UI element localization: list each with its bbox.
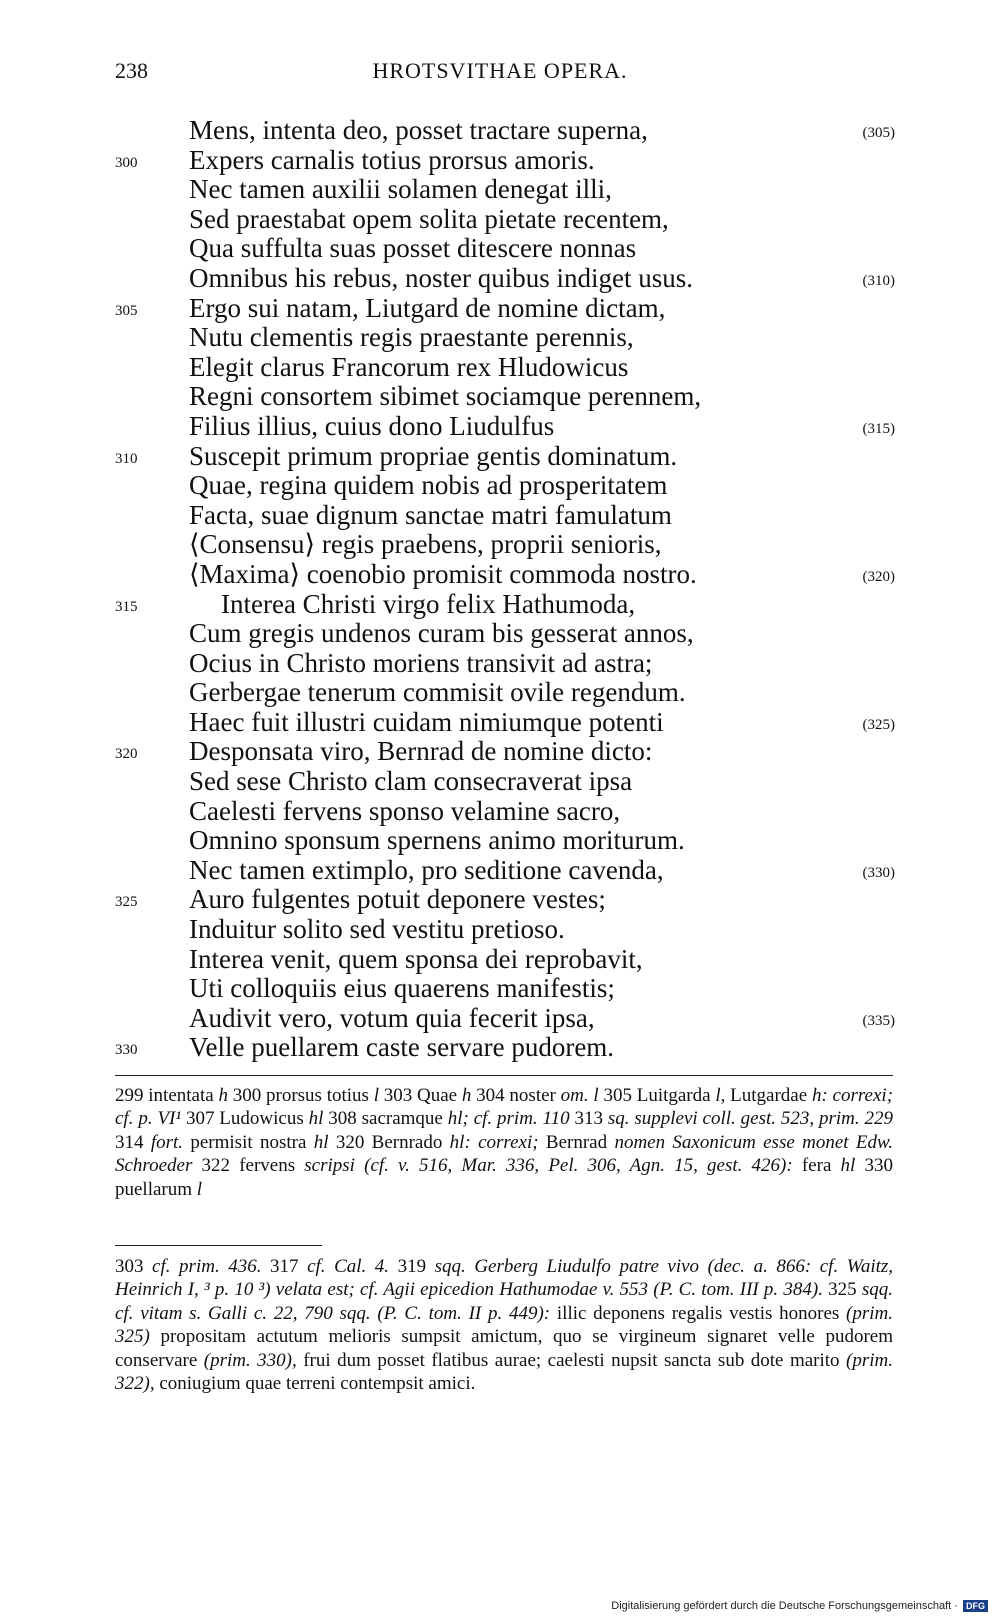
verse-text: Nec tamen auxilii solamen denegat illi, [189, 174, 612, 205]
verse-line [0, 737, 1000, 767]
line-number: 320 [115, 746, 138, 763]
apparatus-siglum: (prim. 325) [115, 1302, 893, 1348]
line-number: 315 [115, 598, 138, 615]
apparatus-siglum: hl [313, 1131, 329, 1153]
parallel-line-number: (305) [862, 125, 895, 141]
parallel-line-number: (310) [862, 272, 895, 289]
verse-text: Audivit vero, votum quia fecerit ipsa, [189, 1002, 595, 1033]
verse-line [0, 856, 1000, 886]
apparatus-text: 317 [261, 1256, 308, 1277]
verse-line [0, 116, 1000, 146]
verse-line [0, 767, 1000, 797]
apparatus-siglum: hl [308, 1108, 324, 1130]
apparatus-siglum: h [461, 1085, 472, 1106]
apparatus-text: 319 [389, 1256, 435, 1277]
apparatus-text: 308 sacramque [323, 1108, 448, 1130]
apparatus-text: 320 Bernrado [328, 1131, 450, 1153]
verse-text: Interea venit, quem sponsa dei reprobavit, [189, 943, 643, 974]
apparatus-siglum: scripsi (cf. v. 516, Mar. 336, Pel. 306, Agn. 15, gest. 426): [304, 1155, 793, 1177]
verse-line [0, 530, 1000, 560]
apparatus-siglum: cf. prim. 436. [152, 1256, 262, 1277]
verse-text: Filius illius, cuius dono Liudulfus [189, 410, 555, 441]
apparatus-text: 303 Quae [378, 1085, 462, 1106]
apparatus-text: 314 [115, 1131, 151, 1153]
apparatus-siglum: fort. [150, 1131, 184, 1153]
verse-line [0, 1033, 1000, 1063]
verse-line [0, 915, 1000, 945]
apparatus-siglum: om. l [560, 1085, 599, 1106]
apparatus-siglum: sqq. cf. vitam s. Galli c. 22, 790 sqq. (P. C. tom. II p. 449): [115, 1279, 894, 1324]
apparatus-text: 325 [822, 1279, 862, 1301]
verse-text: Nutu clementis regis praestante perennis, [189, 322, 634, 353]
apparatus-siglum: (prim. 330), [203, 1349, 297, 1371]
line-number: 305 [115, 302, 138, 319]
apparatus-text: illic deponens regalis vestis honores [550, 1302, 847, 1324]
apparatus-siglum: cf. Cal. 4. [307, 1256, 390, 1277]
apparatus-siglum: (prim. 322), [115, 1349, 893, 1395]
verse-line [0, 797, 1000, 827]
apparatus-text: 322 fervens [192, 1155, 305, 1177]
verse-text: Facta, suae dignum sanctae matri famulatum [189, 499, 672, 530]
apparatus-text: 299 intentata [115, 1085, 219, 1106]
apparatus-siglum: hl: correxi; [449, 1131, 539, 1153]
verse-line [0, 974, 1000, 1004]
verse-text: Quae, regina quidem nobis ad prosperitatem [189, 470, 668, 501]
critical-apparatus [115, 1084, 893, 1201]
apparatus-siglum: sqq. Gerberg Liudulfo patre vivo (dec. a. 866: cf. Waitz, Heinrich I, ³ p. 10 ³) velata est; cf. Agii epicedion Hathumodae v. 553 (P. C. tom. III p. 384). [115, 1256, 894, 1301]
parallel-line-number: (325) [862, 716, 895, 733]
sources-apparatus [115, 1255, 893, 1395]
line-number: 325 [115, 894, 138, 911]
verse-line [0, 234, 1000, 264]
verse-text: Interea Christi virgo felix Hathumoda, [221, 588, 636, 619]
verse-text: Nec tamen extimplo, pro seditione cavenda, [189, 854, 664, 885]
apparatus-siglum: h: correxi; cf. p. VI¹ [115, 1085, 894, 1130]
verse-line [0, 678, 1000, 708]
verse-text: Gerbergae tenerum commisit ovile regendum. [189, 677, 686, 708]
apparatus-siglum: l [373, 1085, 379, 1106]
verse-text: Ocius in Christo moriens transivit ad astra; [189, 647, 653, 678]
verse-line [0, 264, 1000, 294]
verse-text: Velle puellarem caste servare pudorem. [189, 1032, 615, 1063]
credit-text: Digitalisierung gefördert durch die Deutsche Forschungsgemeinschaft · [611, 1599, 958, 1612]
dfg-logo: DFG [963, 1600, 988, 1612]
verse-text: ⟨Maxima⟩ coenobio promisit commoda nostro. [189, 558, 697, 589]
verse-text: Mens, intenta deo, posset tractare superna, [189, 115, 648, 145]
verse-line [0, 175, 1000, 205]
verse-line [0, 945, 1000, 975]
verse-text: Desponsata viro, Bernrad de nomine dicto: [189, 736, 653, 767]
apparatus-text: coniugium quae terreni contempsit amici. [154, 1373, 476, 1395]
verse-line [0, 501, 1000, 531]
apparatus-text: , Lutgardae [720, 1085, 812, 1106]
verse-text: Sed sese Christo clam consecraverat ipsa [189, 766, 633, 797]
apparatus-text: permisit nostra [183, 1131, 314, 1153]
verse-text: Omnibus his rebus, noster quibus indiget usus. [189, 262, 693, 293]
verse-line [0, 146, 1000, 176]
verse-text: Omnino sponsum spernens animo moriturum. [189, 825, 685, 856]
apparatus-text: fera [792, 1155, 841, 1177]
apparatus-siglum: hl; cf. prim. 110 [447, 1108, 570, 1130]
verse-text: Uti colloquiis eius quaerens manifestis; [189, 973, 615, 1004]
verse-line [0, 1004, 1000, 1034]
verse-text: Caelesti fervens sponso velamine sacro, [189, 795, 621, 826]
verse-line [0, 205, 1000, 235]
parallel-line-number: (330) [862, 864, 895, 881]
apparatus-text: 300 prorsus totius [227, 1085, 374, 1106]
apparatus-text: 313 [569, 1108, 608, 1130]
verse-line [0, 471, 1000, 501]
apparatus-text: Bernrad [538, 1131, 615, 1153]
verse-text: Qua suffulta suas posset ditescere nonnas [189, 233, 637, 264]
apparatus-text: 305 Luitgarda [598, 1085, 716, 1106]
verse-line [0, 412, 1000, 442]
verse-line [0, 353, 1000, 383]
parallel-line-number: (335) [862, 1012, 895, 1029]
verse-text: Regni consortem sibimet sociamque perennem, [189, 381, 702, 412]
apparatus-text: 330 puellarum [115, 1155, 893, 1200]
digitization-credit [611, 1600, 988, 1612]
apparatus-text: 307 Ludowicus [181, 1108, 309, 1130]
verse-line [0, 323, 1000, 353]
verse-line [0, 560, 1000, 590]
sources-divider [115, 1245, 322, 1246]
verse-text: Haec fuit illustri cuidam nimiumque potenti [189, 706, 664, 737]
apparatus-divider [115, 1075, 893, 1076]
apparatus-text: 304 noster [471, 1085, 561, 1106]
apparatus-siglum: hl [840, 1155, 856, 1177]
apparatus-text: 303 [115, 1256, 153, 1277]
running-title: HROTSVITHAE OPERA. [372, 58, 628, 83]
parallel-line-number: (315) [862, 420, 895, 437]
verse-line [0, 649, 1000, 679]
verse-line [0, 826, 1000, 856]
apparatus-siglum: l [196, 1178, 203, 1200]
apparatus-siglum: nomen Saxonicum esse monet Edw. Schroeder [115, 1131, 893, 1177]
apparatus-siglum: l [715, 1085, 721, 1106]
line-number: 330 [115, 1042, 138, 1059]
verse-line [0, 708, 1000, 738]
page-number: 238 [115, 58, 148, 83]
verse-line [0, 619, 1000, 649]
verse-text: Sed praestabat opem solita pietate recentem, [189, 203, 669, 234]
verse-text: Auro fulgentes potuit deponere vestes; [189, 884, 606, 915]
line-number: 300 [115, 154, 138, 171]
verse-line [0, 294, 1000, 324]
verse-line [0, 442, 1000, 472]
verse-text: Induitur solito sed vestitu pretioso. [189, 914, 565, 945]
apparatus-siglum: sq. supplevi coll. gest. 523, prim. 229 [607, 1108, 894, 1130]
verse-text: ⟨Consensu⟩ regis praebens, proprii senioris, [189, 529, 662, 560]
page-header [0, 58, 1000, 88]
verse-block [0, 116, 1000, 1063]
verse-text: Expers carnalis totius prorsus amoris. [189, 144, 595, 175]
verse-text: Elegit clarus Francorum rex Hludowicus [189, 351, 629, 382]
line-number: 310 [115, 450, 138, 467]
parallel-line-number: (320) [862, 568, 895, 585]
verse-line [0, 382, 1000, 412]
apparatus-siglum: h [218, 1085, 228, 1106]
apparatus-text: propositam actutum melioris sumpsit amictum, quo se virgineum signaret velle pudorem conservare [115, 1326, 893, 1371]
verse-text: Suscepit primum propriae gentis dominatum. [189, 440, 678, 471]
verse-line [0, 885, 1000, 915]
verse-line [0, 590, 1000, 620]
apparatus-text: frui dum posset flatibus aurae; caelesti nupsit sancta sub dote marito [296, 1349, 847, 1371]
verse-text: Cum gregis undenos curam bis gesserat annos, [189, 618, 694, 649]
verse-text: Ergo sui natam, Liutgard de nomine dictam, [189, 292, 666, 323]
